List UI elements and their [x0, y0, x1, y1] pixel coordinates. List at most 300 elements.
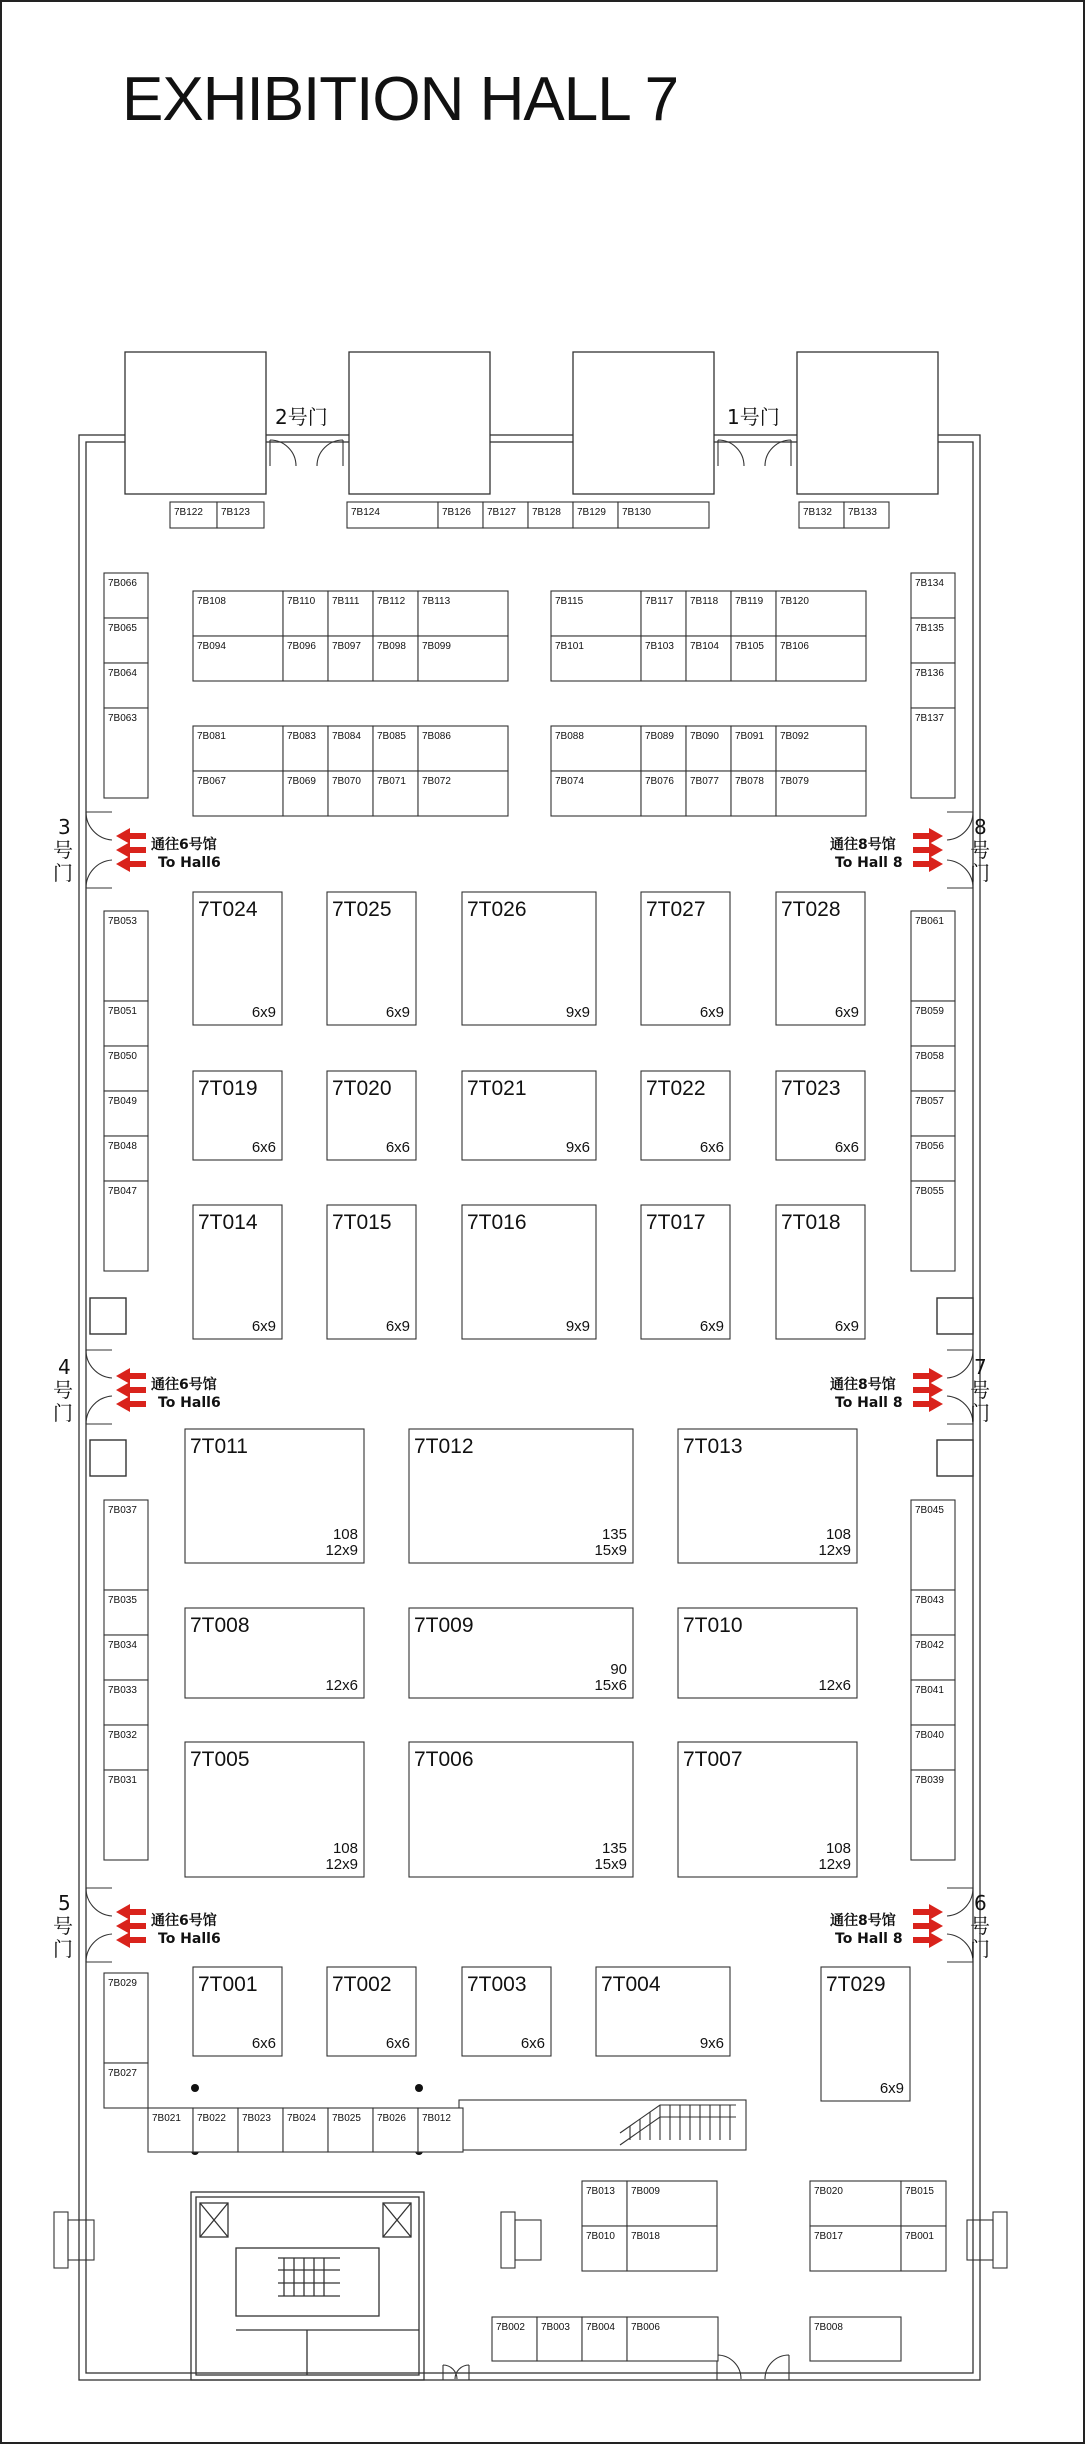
- booth-label: 7B133: [848, 507, 877, 518]
- booth-7B126[interactable]: [438, 502, 483, 528]
- booth-label: 7B083: [287, 731, 316, 742]
- booth-label: 7B039: [915, 1775, 944, 1786]
- svg-text:To Hall6: To Hall6: [158, 855, 221, 871]
- booth-7T016[interactable]: [462, 1205, 596, 1339]
- booth-7B134[interactable]: [911, 573, 955, 618]
- booth-id: 7T009: [414, 1614, 474, 1637]
- entrance-tower: [125, 352, 266, 494]
- booth-7B047[interactable]: [104, 1181, 148, 1271]
- booth-7B002[interactable]: [492, 2317, 537, 2361]
- booth-7B040[interactable]: [911, 1725, 955, 1770]
- booth-7B127[interactable]: [483, 502, 528, 528]
- booth-7B039[interactable]: [911, 1770, 955, 1860]
- booth-id: 7T016: [467, 1211, 527, 1234]
- booth-7B099[interactable]: [418, 636, 508, 681]
- booth-label: 7B009: [631, 2186, 660, 2197]
- booth-label: 7B099: [422, 641, 451, 652]
- booth-7B017[interactable]: [810, 2226, 901, 2271]
- booth-size: 6x9: [699, 1318, 724, 1335]
- booth-7B041[interactable]: [911, 1680, 955, 1725]
- booth-7B024[interactable]: [283, 2108, 328, 2152]
- booth-label: 7B006: [631, 2322, 660, 2333]
- booth-label: 7B072: [422, 776, 451, 787]
- svg-text:通往6号馆: 通往6号馆: [151, 1377, 217, 1393]
- booth-label: 7B118: [690, 596, 719, 607]
- booth-7B008[interactable]: [810, 2317, 901, 2361]
- booth-7T020[interactable]: [327, 1071, 416, 1160]
- booth-7B098[interactable]: [373, 636, 418, 681]
- booth-label: 7B096: [287, 641, 316, 652]
- booth-label: 7B078: [735, 776, 764, 787]
- booth-label: 7B117: [645, 596, 674, 607]
- booth-7T022[interactable]: [641, 1071, 730, 1160]
- svg-text:To Hall 8: To Hall 8: [835, 855, 903, 871]
- gate-1-door[interactable]: [718, 440, 791, 466]
- booth-7B012[interactable]: [418, 2108, 463, 2152]
- booth-7B042[interactable]: [911, 1635, 955, 1680]
- booth-7B063[interactable]: [104, 708, 148, 798]
- booth-7B050[interactable]: [104, 1046, 148, 1091]
- booth-7B115[interactable]: [551, 591, 641, 636]
- booth-label: 7B003: [541, 2322, 570, 2333]
- booth-label: 7B065: [108, 623, 137, 634]
- svg-text:3: 3: [58, 815, 71, 839]
- booth-size: 6x9: [385, 1004, 410, 1021]
- booth-size: 6x9: [699, 1004, 724, 1021]
- booth-label: 7B120: [780, 596, 809, 607]
- booth-7B103[interactable]: [641, 636, 686, 681]
- booth-7B113[interactable]: [418, 591, 508, 636]
- booth-7T013[interactable]: [678, 1429, 857, 1563]
- booth-area: 90: [610, 1661, 627, 1678]
- booth-area: 108: [332, 1840, 358, 1857]
- booth-7B059[interactable]: [911, 1001, 955, 1046]
- booth-label: 7B033: [108, 1685, 137, 1696]
- page-title: EXHIBITION HALL 7: [122, 65, 679, 134]
- booth-label: 7B048: [108, 1141, 137, 1152]
- booth-label: 7B128: [532, 507, 561, 518]
- booth-7B085[interactable]: [373, 726, 418, 771]
- booth-7B071[interactable]: [373, 771, 418, 816]
- booth-id: 7T006: [414, 1748, 474, 1771]
- entrance-towers: [125, 352, 938, 494]
- booth-label: 7B098: [377, 641, 406, 652]
- booth-7B122[interactable]: [170, 502, 217, 528]
- booth-label: 7B020: [814, 2186, 843, 2197]
- booth-7B023[interactable]: [238, 2108, 283, 2152]
- booth-7B077[interactable]: [686, 771, 731, 816]
- booth-label: 7B077: [690, 776, 719, 787]
- booth-7B043[interactable]: [911, 1590, 955, 1635]
- booth-7B092[interactable]: [776, 726, 866, 771]
- booth-7B094[interactable]: [193, 636, 283, 681]
- booth-label: 7B122: [174, 507, 203, 518]
- booth-label: 7B057: [915, 1096, 944, 1107]
- svg-text:门: 门: [53, 861, 73, 885]
- booth-7T010[interactable]: [678, 1608, 857, 1698]
- booth-area: 108: [825, 1840, 851, 1857]
- svg-text:7: 7: [974, 1355, 987, 1379]
- booth-label: 7B041: [915, 1685, 944, 1696]
- booth-7B097[interactable]: [328, 636, 373, 681]
- booth-label: 7B058: [915, 1051, 944, 1062]
- booth-7B045[interactable]: [911, 1500, 955, 1590]
- booth-label: 7B035: [108, 1595, 137, 1606]
- booth-7B004[interactable]: [582, 2317, 627, 2361]
- booth-label: 7B092: [780, 731, 809, 742]
- booth-id: 7T018: [781, 1211, 841, 1234]
- gate-3-label: [53, 815, 73, 885]
- booth-7B088[interactable]: [551, 726, 641, 771]
- direction-to-hall8-bottom: [830, 1912, 903, 1947]
- booth-label: 7B127: [487, 507, 516, 518]
- booth-label: 7B008: [814, 2322, 843, 2333]
- booth-7T007[interactable]: [678, 1742, 857, 1877]
- booth-7B111[interactable]: [328, 591, 373, 636]
- booth-7T029[interactable]: [821, 1967, 910, 2101]
- booth-7B051[interactable]: [104, 1001, 148, 1046]
- booth-7T026[interactable]: [462, 892, 596, 1025]
- booth-7B130[interactable]: [618, 502, 709, 528]
- booth-7B018[interactable]: [627, 2226, 717, 2271]
- booth-size: 6x6: [251, 2035, 276, 2052]
- booth-7T003[interactable]: [462, 1967, 551, 2056]
- svg-text:号: 号: [970, 838, 990, 862]
- booth-label: 7B084: [332, 731, 361, 742]
- booth-label: 7B026: [377, 2113, 406, 2124]
- booth-label: 7B094: [197, 641, 226, 652]
- booth-label: 7B012: [422, 2113, 451, 2124]
- booth-label: 7B069: [287, 776, 316, 787]
- booth-label: 7B043: [915, 1595, 944, 1606]
- booth-id: 7T011: [190, 1435, 248, 1458]
- booth-7B120[interactable]: [776, 591, 866, 636]
- booth-7B034[interactable]: [104, 1635, 148, 1680]
- booth-7T012[interactable]: [409, 1429, 633, 1563]
- booth-id: 7T025: [332, 898, 392, 921]
- booth-id: 7T005: [190, 1748, 250, 1771]
- booth-7B056[interactable]: [911, 1136, 955, 1181]
- booth-size: 6x6: [520, 2035, 545, 2052]
- large-booths: [185, 892, 910, 2101]
- booth-7B031[interactable]: [104, 1770, 148, 1860]
- booth-id: 7T019: [198, 1077, 258, 1100]
- booth-7B119[interactable]: [731, 591, 776, 636]
- booth-7T018[interactable]: [776, 1205, 865, 1339]
- booth-7B078[interactable]: [731, 771, 776, 816]
- service-block: [191, 2192, 424, 2380]
- svg-text:号: 号: [970, 1378, 990, 1402]
- booth-label: 7B137: [915, 713, 944, 724]
- booth-7T027[interactable]: [641, 892, 730, 1025]
- booth-id: 7T028: [781, 898, 841, 921]
- booth-label: 7B081: [197, 731, 226, 742]
- svg-text:5: 5: [58, 1891, 71, 1915]
- booth-7B029[interactable]: [104, 1973, 148, 2063]
- booth-label: 7B130: [622, 507, 651, 518]
- booth-7B128[interactable]: [528, 502, 573, 528]
- booth-7B058[interactable]: [911, 1046, 955, 1091]
- gate-1-label: 1号门: [727, 405, 780, 429]
- booth-id: 7T026: [467, 898, 527, 921]
- booth-id: 7T001: [198, 1973, 258, 1996]
- booth-7B061[interactable]: [911, 911, 955, 1001]
- booth-7B090[interactable]: [686, 726, 731, 771]
- booth-id: 7T008: [190, 1614, 250, 1637]
- svg-text:门: 门: [970, 861, 990, 885]
- booth-id: 7T020: [332, 1077, 392, 1100]
- booth-size: 9x6: [699, 2035, 724, 2052]
- booth-7B084[interactable]: [328, 726, 373, 771]
- booth-label: 7B124: [351, 507, 380, 518]
- booth-label: 7B070: [332, 776, 361, 787]
- booth-size: 6x6: [385, 1139, 410, 1156]
- svg-text:号: 号: [53, 838, 73, 862]
- booth-7T005[interactable]: [185, 1742, 364, 1877]
- booth-7B025[interactable]: [328, 2108, 373, 2152]
- booth-7T025[interactable]: [327, 892, 416, 1025]
- svg-text:To Hall6: To Hall6: [158, 1931, 221, 1947]
- booth-label: 7B089: [645, 731, 674, 742]
- booth-7B081[interactable]: [193, 726, 283, 771]
- booth-7T017[interactable]: [641, 1205, 730, 1339]
- booth-7B037[interactable]: [104, 1500, 148, 1590]
- booth-size: 6x6: [251, 1139, 276, 1156]
- booth-7B083[interactable]: [283, 726, 328, 771]
- svg-text:通往8号馆: 通往8号馆: [830, 837, 896, 853]
- booth-7B133[interactable]: [844, 502, 889, 528]
- booth-label: 7B034: [108, 1640, 137, 1651]
- booth-7B112[interactable]: [373, 591, 418, 636]
- booth-label: 7B010: [586, 2231, 615, 2242]
- booth-size: 15x9: [594, 1856, 627, 1873]
- booth-label: 7B023: [242, 2113, 271, 2124]
- entrance-tower: [797, 352, 938, 494]
- direction-to-hall8-top: [830, 836, 903, 871]
- booth-label: 7B091: [735, 731, 764, 742]
- booth-label: 7B104: [690, 641, 719, 652]
- booth-7B013[interactable]: [582, 2181, 627, 2226]
- booth-area: 135: [601, 1526, 627, 1543]
- booth-7B124[interactable]: [347, 502, 438, 528]
- entrance-tower: [349, 352, 490, 494]
- booth-label: 7B001: [905, 2231, 934, 2242]
- booth-size: 6x9: [385, 1318, 410, 1335]
- booth-7B110[interactable]: [283, 591, 328, 636]
- booth-7B021[interactable]: [148, 2108, 193, 2152]
- booth-7B118[interactable]: [686, 591, 731, 636]
- escalator: [459, 2100, 746, 2150]
- svg-text:号: 号: [53, 1378, 73, 1402]
- svg-text:4: 4: [58, 1355, 71, 1379]
- booth-7B067[interactable]: [193, 771, 283, 816]
- booth-label: 7B126: [442, 507, 471, 518]
- booth-7B001[interactable]: [901, 2226, 946, 2271]
- booth-id: 7T004: [601, 1973, 661, 1996]
- svg-text:通往6号馆: 通往6号馆: [151, 1913, 217, 1929]
- booth-id: 7T017: [646, 1211, 706, 1234]
- booth-7B049[interactable]: [104, 1091, 148, 1136]
- booth-7T021[interactable]: [462, 1071, 596, 1160]
- booth-7T024[interactable]: [193, 892, 282, 1025]
- booth-label: 7B022: [197, 2113, 226, 2124]
- booth-7B117[interactable]: [641, 591, 686, 636]
- booth-label: 7B040: [915, 1730, 944, 1741]
- booth-7B105[interactable]: [731, 636, 776, 681]
- booth-size: 9x6: [565, 1139, 590, 1156]
- booth-7B089[interactable]: [641, 726, 686, 771]
- booth-7B135[interactable]: [911, 618, 955, 663]
- booth-7B096[interactable]: [283, 636, 328, 681]
- booth-7B136[interactable]: [911, 663, 955, 708]
- booth-label: 7B050: [108, 1051, 137, 1062]
- direction-to-hall8-middle: [830, 1376, 903, 1411]
- booth-7T006[interactable]: [409, 1742, 633, 1877]
- booth-label: 7B088: [555, 731, 584, 742]
- gate-2-door[interactable]: [270, 440, 343, 466]
- entrance-tower: [573, 352, 714, 494]
- booth-7B070[interactable]: [328, 771, 373, 816]
- booth-label: 7B101: [555, 641, 584, 652]
- booth-7B057[interactable]: [911, 1091, 955, 1136]
- booth-label: 7B115: [555, 596, 584, 607]
- booth-label: 7B059: [915, 1006, 944, 1017]
- booth-7B065[interactable]: [104, 618, 148, 663]
- booth-7B079[interactable]: [776, 771, 866, 816]
- booth-label: 7B056: [915, 1141, 944, 1152]
- svg-text:通往6号馆: 通往6号馆: [151, 837, 217, 853]
- svg-text:通往8号馆: 通往8号馆: [830, 1913, 896, 1929]
- booth-7T028[interactable]: [776, 892, 865, 1025]
- booth-label: 7B064: [108, 668, 137, 679]
- booth-label: 7B002: [496, 2322, 525, 2333]
- booth-7B091[interactable]: [731, 726, 776, 771]
- booth-label: 7B106: [780, 641, 809, 652]
- booth-7T019[interactable]: [193, 1071, 282, 1160]
- booth-7B053[interactable]: [104, 911, 148, 1001]
- booth-area: 108: [825, 1526, 851, 1543]
- booth-label: 7B113: [422, 596, 451, 607]
- booth-7B055[interactable]: [911, 1181, 955, 1271]
- booth-size: 6x9: [251, 1318, 276, 1335]
- booth-label: 7B042: [915, 1640, 944, 1651]
- booth-7B108[interactable]: [193, 591, 283, 636]
- booth-size: 6x6: [699, 1139, 724, 1156]
- booth-label: 7B110: [287, 596, 316, 607]
- booth-7B048[interactable]: [104, 1136, 148, 1181]
- booth-7B104[interactable]: [686, 636, 731, 681]
- booth-7B072[interactable]: [418, 771, 508, 816]
- booth-size: 12x9: [818, 1856, 851, 1873]
- booth-size: 6x6: [385, 2035, 410, 2052]
- booth-7B003[interactable]: [537, 2317, 582, 2361]
- svg-text:号: 号: [53, 1914, 73, 1938]
- booth-7B022[interactable]: [193, 2108, 238, 2152]
- booth-size: 12x6: [818, 1677, 851, 1694]
- booth-label: 7B129: [577, 507, 606, 518]
- direction-to-hall6-bottom: [151, 1912, 221, 1947]
- booth-label: 7B108: [197, 596, 226, 607]
- booth-7B027[interactable]: [104, 2063, 148, 2108]
- svg-text:门: 门: [970, 1401, 990, 1425]
- booth-7T014[interactable]: [193, 1205, 282, 1339]
- booth-label: 7B079: [780, 776, 809, 787]
- booth-label: 7B123: [221, 507, 250, 518]
- booth-7B101[interactable]: [551, 636, 641, 681]
- booth-label: 7B119: [735, 596, 764, 607]
- gate-2-label: 2号门: [275, 405, 328, 429]
- booth-7T009[interactable]: [409, 1608, 633, 1698]
- booth-id: 7T021: [467, 1077, 527, 1100]
- booth-7B076[interactable]: [641, 771, 686, 816]
- gate-4-label: [53, 1355, 73, 1425]
- booth-label: 7B037: [108, 1505, 137, 1516]
- booth-size: 15x6: [594, 1677, 627, 1694]
- booth-7B033[interactable]: [104, 1680, 148, 1725]
- booth-7T004[interactable]: [596, 1967, 730, 2056]
- booth-label: 7B045: [915, 1505, 944, 1516]
- booth-7B010[interactable]: [582, 2226, 627, 2271]
- booth-label: 7B004: [586, 2322, 615, 2333]
- booth-7B032[interactable]: [104, 1725, 148, 1770]
- booth-id: 7T003: [467, 1973, 527, 1996]
- svg-text:To Hall 8: To Hall 8: [835, 1931, 903, 1947]
- booth-7B015[interactable]: [901, 2181, 946, 2226]
- booth-7B020[interactable]: [810, 2181, 901, 2226]
- booth-7B064[interactable]: [104, 663, 148, 708]
- booth-7B069[interactable]: [283, 771, 328, 816]
- booth-7B123[interactable]: [217, 502, 264, 528]
- booth-size: 6x9: [879, 2080, 904, 2097]
- booth-7B129[interactable]: [573, 502, 618, 528]
- booth-7B035[interactable]: [104, 1590, 148, 1635]
- booth-label: 7B071: [377, 776, 406, 787]
- booth-7B006[interactable]: [627, 2317, 718, 2361]
- booth-7B086[interactable]: [418, 726, 508, 771]
- booth-size: 9x9: [565, 1318, 590, 1335]
- booth-label: 7B063: [108, 713, 137, 724]
- booth-7T011[interactable]: [185, 1429, 364, 1563]
- booth-7B009[interactable]: [627, 2181, 717, 2226]
- direction-to-hall6-top: [151, 836, 221, 871]
- booth-7B066[interactable]: [104, 573, 148, 618]
- booth-label: 7B111: [332, 596, 360, 607]
- booth-id: 7T014: [198, 1211, 258, 1234]
- booth-7T023[interactable]: [776, 1071, 865, 1160]
- booth-label: 7B067: [197, 776, 226, 787]
- svg-text:门: 门: [53, 1937, 73, 1961]
- booth-id: 7T023: [781, 1077, 841, 1100]
- booth-7B137[interactable]: [911, 708, 955, 798]
- booth-7B074[interactable]: [551, 771, 641, 816]
- booth-label: 7B031: [108, 1775, 137, 1786]
- booth-7B106[interactable]: [776, 636, 866, 681]
- booth-label: 7B017: [814, 2231, 843, 2242]
- booth-7B026[interactable]: [373, 2108, 418, 2152]
- svg-text:通往8号馆: 通往8号馆: [830, 1377, 896, 1393]
- booth-label: 7B029: [108, 1978, 137, 1989]
- booth-id: 7T024: [198, 898, 258, 921]
- booth-7T015[interactable]: [327, 1205, 416, 1339]
- booth-id: 7T029: [826, 1973, 886, 1996]
- booth-7B132[interactable]: [799, 502, 844, 528]
- booth-7T002[interactable]: [327, 1967, 416, 2056]
- booth-size: 9x9: [565, 1004, 590, 1021]
- svg-text:8: 8: [974, 815, 987, 839]
- booth-size: 6x9: [834, 1318, 859, 1335]
- booth-7T008[interactable]: [185, 1608, 364, 1698]
- booth-7T001[interactable]: [193, 1967, 282, 2056]
